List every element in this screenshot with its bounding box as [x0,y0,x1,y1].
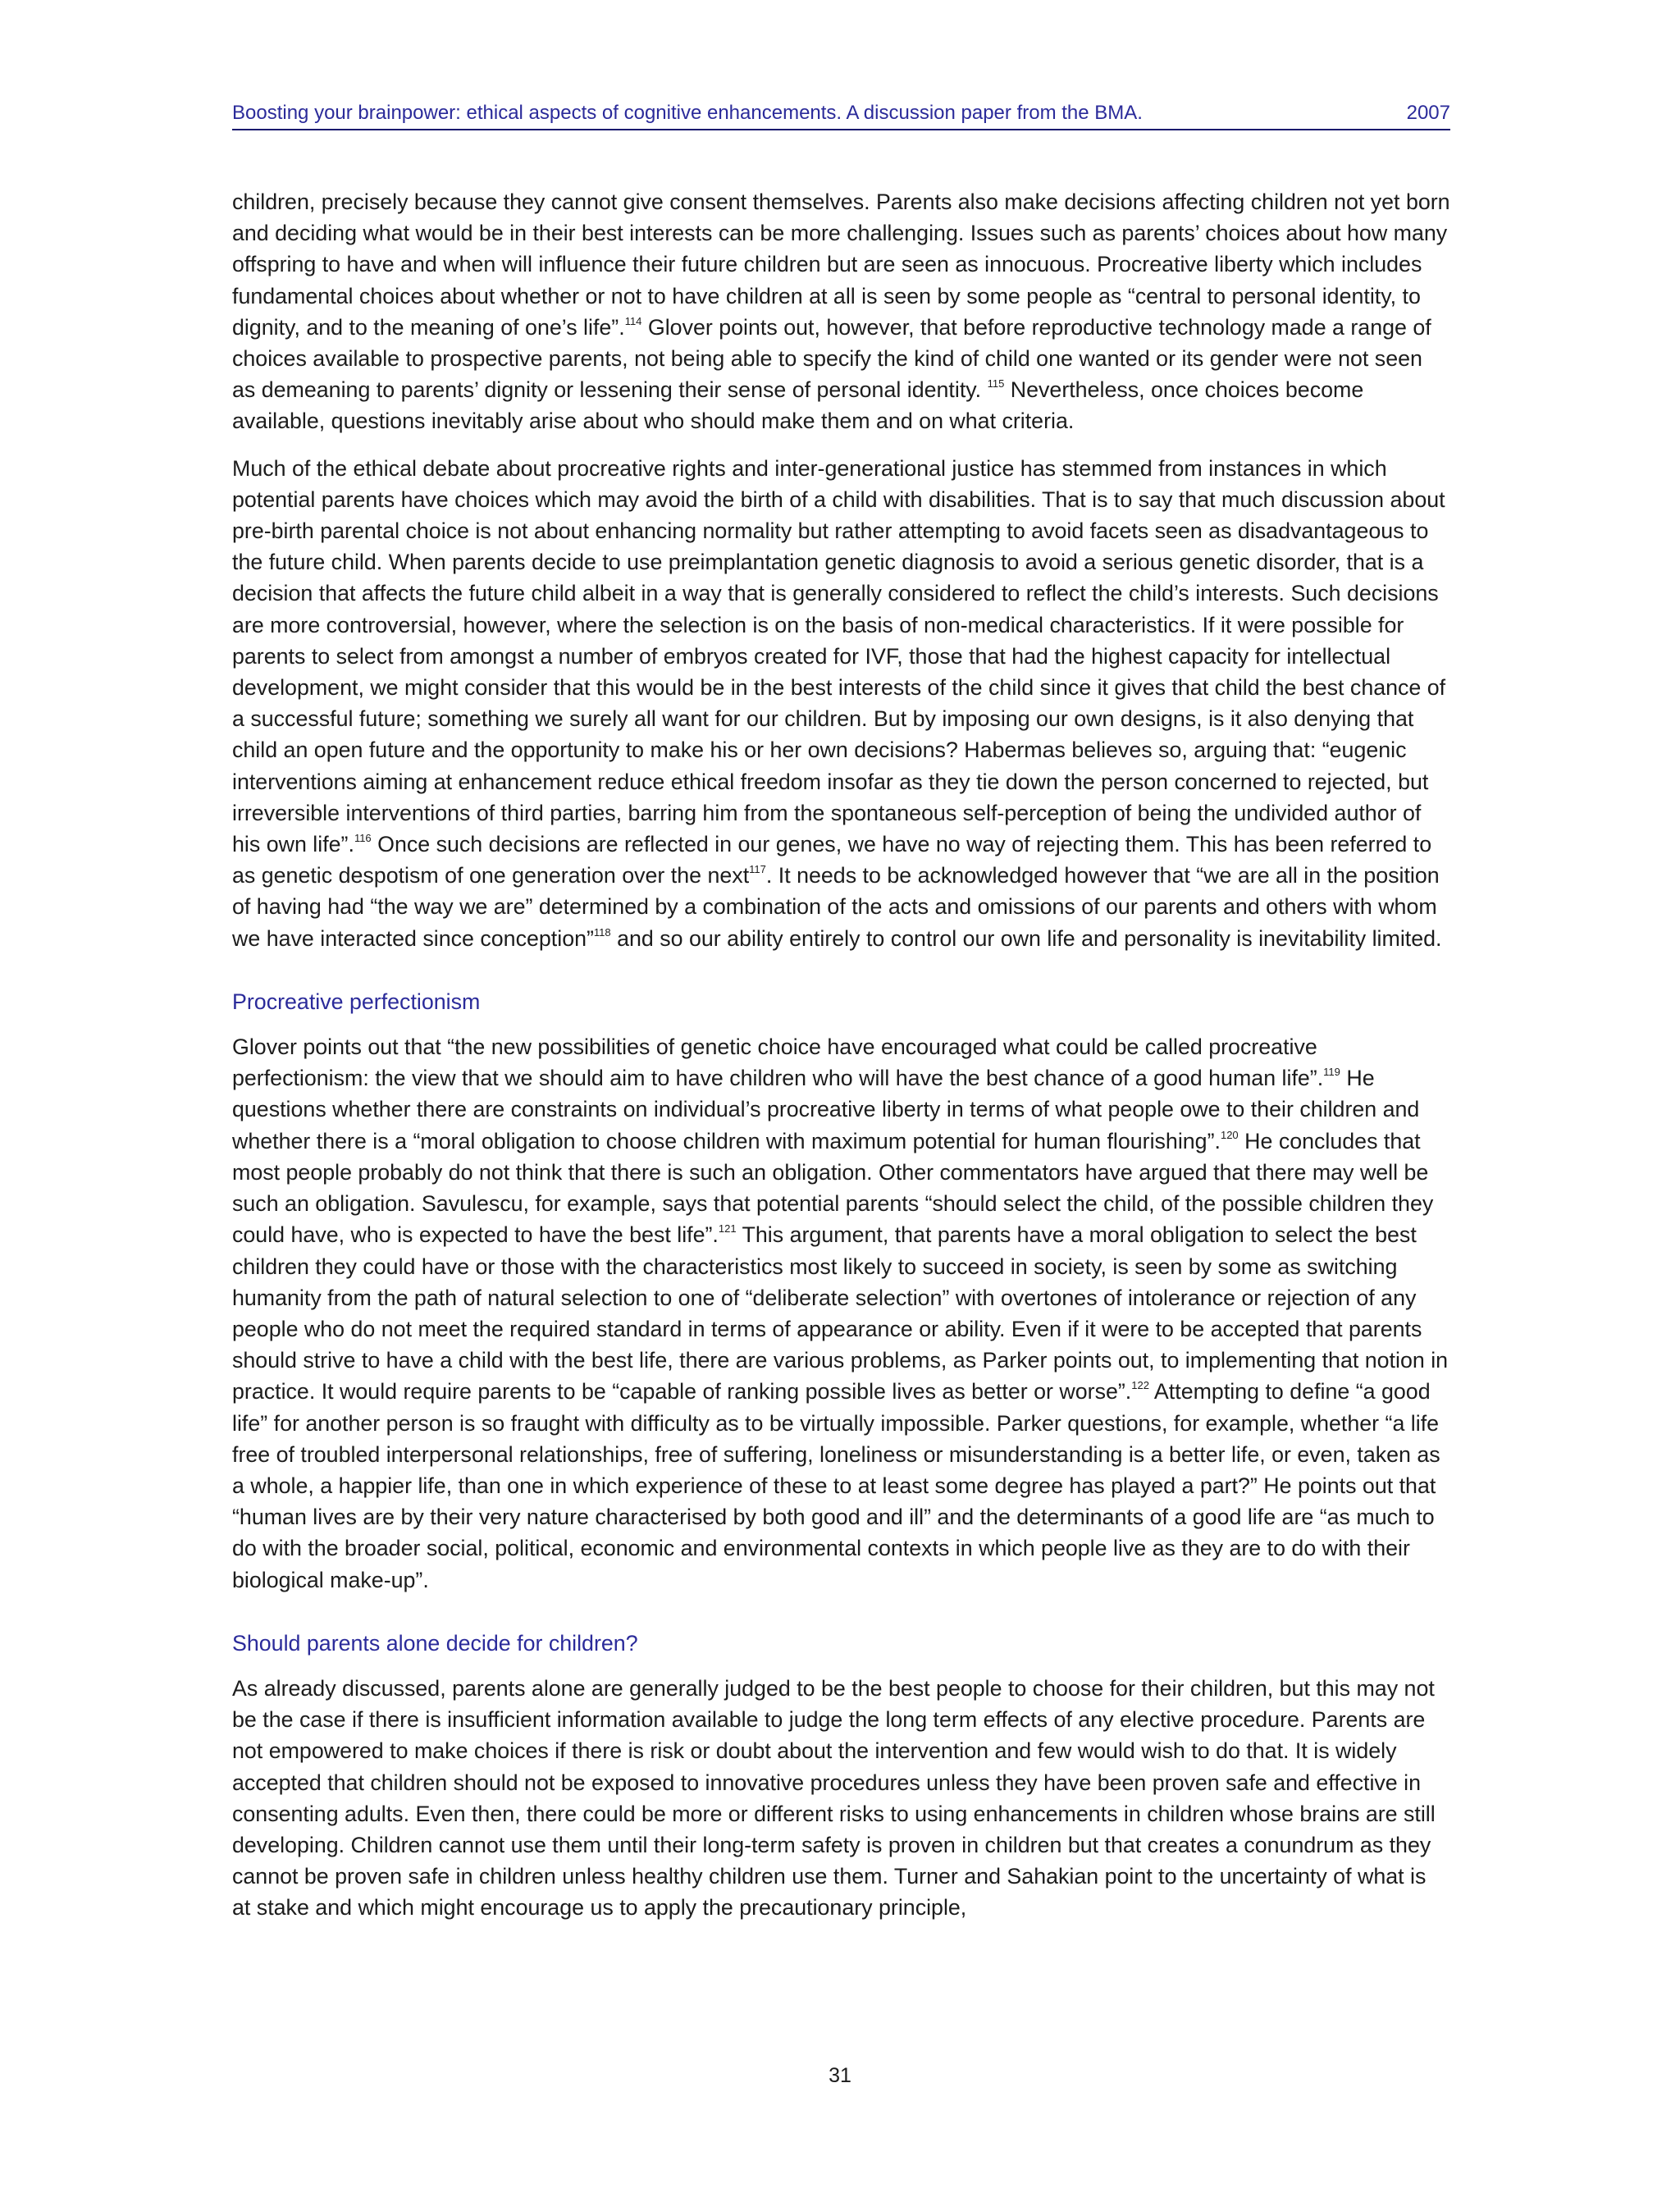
paragraph [232,453,1450,954]
section-heading: Procreative perfectionism [232,989,481,1014]
paragraph [232,1031,1450,1596]
document-year: 2007 [1406,102,1450,124]
paragraph-text: children, precisely because they cannot give consent themselves. Parents also make decisions affecting children not yet born and deciding what would be in their best interests can be more challenging. Issues such as parents’ choices about how many offspring to have and when will influence their future children but are seen as innocuous. Procreative liberty which includes fundamental choices about whether or not to have children at all is seen by some people as “central to personal identity, to dignity, and to the meaning of one’s life”. [232,190,1450,340]
footnote-ref: 121 [718,1222,737,1236]
footnote-ref: 114 [624,314,642,327]
paragraph-text: Once such decisions are reflected in our genes, we have no way of rejecting them. This has been referred to as genetic despotism of one generation over the next [232,832,1432,888]
paragraph-text: Glover points out that “the new possibilities of genetic choice have encouraged what could be called procreative perfectionism: the view that we should aim to have children who will have the best chance of a good human life”. [232,1035,1324,1091]
footnote-ref: 117 [749,863,766,876]
paragraph-text: He concludes that most people probably do not think that there is such an obligation. Other commentators have argued that there may well be such an obligation. Savulescu, for example, says that potential parents “should select the child, of the possible children they could have, who is expected to have the best life”. [232,1128,1434,1248]
footnote-ref: 115 [987,377,1005,391]
paragraph-text: and so our ability entirely to control our own life and personality is inevitability limited. [610,925,1442,951]
paragraph-text: This argument, that parents have a moral obligation to select the best children they could have or those with the characteristics most likely to succeed in society, is seen by some as switching humanity from the path of natural selection to one of “deliberate selection” with overtones of intolerance or rejection of any people who do not meet the required standard in terms of appearance or ability. Even if it were to be accepted that parents should strive to have a child with the best life, there are various problems, as Parker points out, to implementing that notion in practice. It would require parents to be “capable of ranking possible lives as better or worse”. [232,1222,1449,1405]
page-number: 31 [829,2064,851,2087]
footnote-ref: 119 [1323,1066,1340,1079]
paragraph-text: Much of the ethical debate about procreative rights and inter-generational justice has stemmed from instances in which potential parents have choices which may avoid the birth of a child with disabilities. That is to say that much discussion about pre-birth parental choice is not about enhancing normality but rather attempting to avoid facets seen as disadvantageous to the future child. When parents decide to use preimplantation genetic diagnosis to avoid a serious genetic disorder, that is a decision that affects the future child albeit in a way that is generally considered to reflect the child’s interests. Such decisions are more controversial, however, where the selection is on the basis of non-medical characteristics. If it were possible for parents to select from amongst a number of embryos created for IVF, those that had the highest capacity for intellectual development, we might consider that this would be in the best interests of the child since it gives that child the best chance of a successful future; something we surely all want for our children. But by imposing our own designs, is it also denying that child an open future and the opportunity to make his or her own decisions? Habermas believes so, arguing that: “eugenic interventions aiming at enhancement reduce ethical freedom insofar as they tie down the person concerned to rejected, but irreversible interventions of third parties, barring him from the spontaneous self-perception of being the undivided author of his own life”. [232,455,1446,857]
section-heading: Should parents alone decide for children? [232,1630,638,1656]
paragraph-text: He questions whether there are constraints on individual’s procreative liberty in terms of what people owe to their children and whether there is a “moral obligation to choose children with maximum potential for human flourishing”. [232,1066,1420,1153]
paragraph [232,186,1450,437]
page-header [232,99,1450,130]
footnote-ref: 118 [593,925,611,939]
page-content [232,186,1450,1939]
footnote-ref: 122 [1131,1379,1149,1392]
document-title: Boosting your brainpower: ethical aspects of cognitive enhancements. A discussion paper from the BMA. [232,102,1143,124]
paragraph-text: Attempting to define “a good life” for another person is so fraught with difficulty as to be virtually impossible. Parker questions, for example, whether “a life free of troubled interpersonal relationships, free of suffering, loneliness or misunderstanding is a better life, or even, taken as a whole, a happier life, than one in which experience of these to at least some degree has played a part?” He points out that “human lives are by their very nature characterised by both good and ill” and the determinants of a good life are “as much to do with the broader social, political, economic and environmental contexts in which people live as they are to do with their biological make-up”. [232,1379,1440,1592]
paragraph-text: Glover points out, however, that before reproductive technology made a range of choices available to prospective parents, not being able to specify the kind of child one wanted or its gender were not seen as demeaning to parents’ dignity or lessening their sense of personal identity. [232,314,1431,403]
paragraph: As already discussed, parents alone are generally judged to be the best people to choose for their children, but this may not be the case if there is insufficient information available to judge the long term effects of any elective procedure. Parents are not empowered to make choices if there is risk or doubt about the intervention and few would wish to do that. It is widely accepted that children should not be exposed to innovative procedures unless they have been proven safe and effective in consenting adults. Even then, there could be more or different risks to using enhancements in children whose brains are still developing. Children cannot use them until their long-term safety is proven in children but that creates a conundrum as they cannot be proven safe in children unless healthy children use them. Turner and Sahakian point to the uncertainty of what is at stake and which might encourage us to apply the precautionary principle, [232,1675,1436,1921]
paragraph-text: Nevertheless, once choices become available, questions inevitably arise about who should make them and on what criteria. [232,377,1364,434]
footnote-ref: 120 [1220,1128,1239,1141]
paragraph-text: . It needs to be acknowledged however that “we are all in the position of having had “the way we are” determined by a combination of the acts and omissions of our parents and others with whom we have interacted since conception” [232,863,1440,951]
footnote-ref: 116 [354,832,372,845]
